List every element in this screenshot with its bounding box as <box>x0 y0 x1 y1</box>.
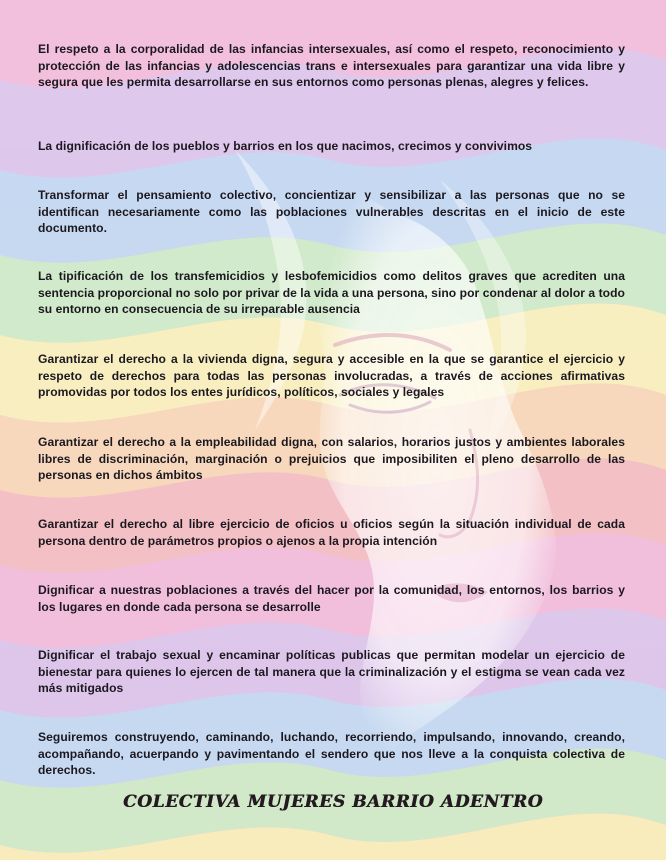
paragraph-transfemicide-typification: La tipificación de los transfemicidios y lesbofemicidios como delitos graves que acrediten una sentencia proporcional no solo por privar de la vida a una persona, sino por condenar al dolor a todo su entorno en consecuencia de su irreparable ausencia <box>38 269 625 316</box>
paragraph-intersex-childhoods: El respeto a la corporalidad de las infancias intersexuales, así como el respeto, reconocimiento y protección de las infancias y adolescencias trans e intersexuales para garantizar una vida libre y segura que les permita desarrollarse en sus entornos como personas plenas, alegres y felices. <box>38 42 625 89</box>
paragraph-employment-right: Garantizar el derecho a la empleabilidad digna, con salarios, horarios justos y ambientes laborales libres de discriminación, marginación o prejuicios que imposibiliten el pleno desarrollo de las personas en dichos ámbitos <box>38 435 625 482</box>
paragraph-sex-work: Dignificar el trabajo sexual y encaminar políticas publicas que permitan modelar un ejercicio de bienestar para quienes lo ejercen de tal manera que la criminalización y el estigma se vean cada vez más mitigados <box>38 648 625 695</box>
paragraph-closing: Seguiremos construyendo, caminando, luchando, recorriendo, impulsando, innovando, creando, acompañando, acuerpando y pavimentando el sendero que nos lleve a la conquista colectiva de derechos. <box>38 730 625 777</box>
paragraph-housing-right: Garantizar el derecho a la vivienda digna, segura y accesible en la que se garantice el ejercicio y respeto de derechos para todas las personas involucradas, a través de acciones afirmativas promovidas por todos los entes jurídicos, políticos, sociales y legales <box>38 352 625 399</box>
paragraph-dignify-neighborhoods: La dignificación de los pueblos y barrios en los que nacimos, crecimos y convivimos <box>38 139 533 153</box>
paragraph-trades-right: Garantizar el derecho al libre ejercicio de oficios u oficios según la situación individual de cada persona dentro de parámetros propios o ajenos a la propia intención <box>38 517 625 548</box>
collective-signature: COLECTIVA MUJERES BARRIO ADENTRO <box>123 792 543 812</box>
paragraph-community-dignity: Dignificar a nuestras poblaciones a través del hacer por la comunidad, los entornos, los barrios y los lugares en donde cada persona se desarrolle <box>38 583 625 614</box>
paragraph-collective-thinking: Transformar el pensamiento colectivo, concientizar y sensibilizar a las personas que no se identifican necesariamente como las poblaciones vulnerables descritas en el inicio de este documento. <box>38 188 625 235</box>
